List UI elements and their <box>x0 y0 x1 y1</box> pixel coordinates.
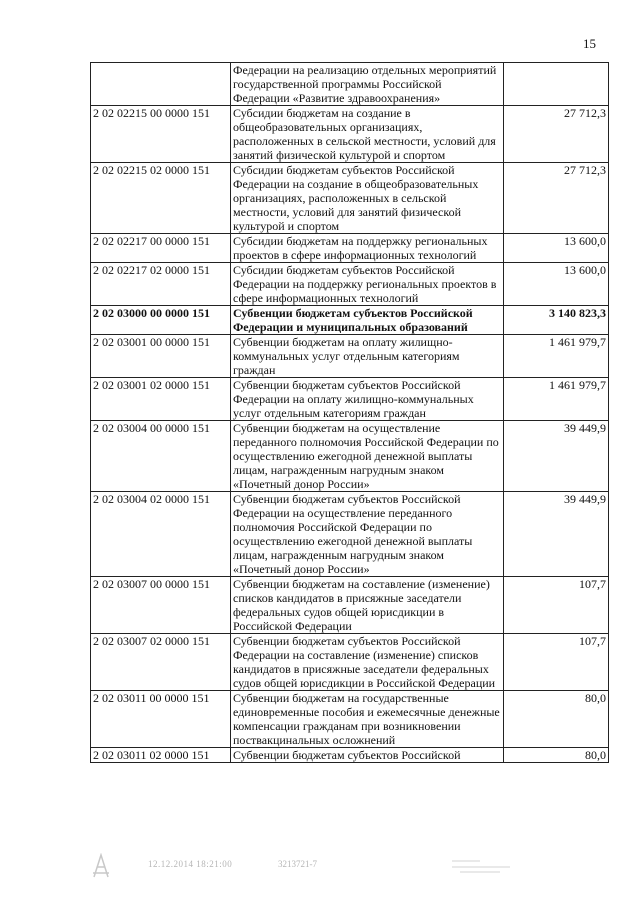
row-name: Федерации на реализацию отдельных мероприятий государственной программы Российской Федерации «Развитие здравоохранения» <box>231 63 504 106</box>
row-code: 2 02 03011 02 0000 151 <box>91 748 231 763</box>
row-code <box>91 63 231 106</box>
table-row <box>91 263 609 306</box>
table-row <box>91 748 609 763</box>
row-name: Субсидии бюджетам на поддержку региональных проектов в сфере информационных технологий <box>231 234 504 263</box>
row-name: Субвенции бюджетам субъектов Российской Федерации и муниципальных образований <box>231 306 504 335</box>
row-code: 2 02 03007 02 0000 151 <box>91 634 231 691</box>
table-row <box>91 63 609 106</box>
row-code: 2 02 03011 00 0000 151 <box>91 691 231 748</box>
footer-date: 12.12.2014 18:21:00 <box>148 859 233 869</box>
row-code: 2 02 03001 00 0000 151 <box>91 335 231 378</box>
row-name: Субвенции бюджетам на осуществление переданного полномочия Российской Федерации по осуществлению ежегодной денежной выплаты лицам, награжденным нагрудным знаком «Почетный донор России» <box>231 421 504 492</box>
row-code: 2 02 02217 02 0000 151 <box>91 263 231 306</box>
table-row <box>91 378 609 421</box>
row-sum: 107,7 <box>504 577 609 634</box>
table-row <box>91 106 609 163</box>
table-row <box>91 335 609 378</box>
table-row <box>91 306 609 335</box>
row-sum: 1 461 979,7 <box>504 378 609 421</box>
table-row <box>91 691 609 748</box>
page-footer <box>90 853 610 883</box>
table-row <box>91 163 609 234</box>
row-sum: 13 600,0 <box>504 234 609 263</box>
row-sum <box>504 63 609 106</box>
row-name: Субвенции бюджетам на составление (изменение) списков кандидатов в присяжные заседатели федеральных судов общей юрисдикции в Российской Федерации <box>231 577 504 634</box>
row-name: Субсидии бюджетам субъектов Российской Федерации на создание в общеобразовательных организациях, расположенных в сельской местности, условий для занятий физической культурой и спортом <box>231 163 504 234</box>
footer-mark <box>450 855 520 875</box>
row-sum: 1 461 979,7 <box>504 335 609 378</box>
row-name: Субвенции бюджетам на оплату жилищно-коммунальных услуг отдельным категориям граждан <box>231 335 504 378</box>
row-name: Субвенции бюджетам на государственные единовременные пособия и ежемесячные денежные компенсации гражданам при возникновении поствакцинальных осложнений <box>231 691 504 748</box>
row-sum: 13 600,0 <box>504 263 609 306</box>
row-name: Субсидии бюджетам на создание в общеобразовательных организациях, расположенных в сельской местности, условий для занятий физической культурой и спортом <box>231 106 504 163</box>
row-name: Субвенции бюджетам субъектов Российской Федерации на осуществление переданного полномочия Российской Федерации по осуществлению ежегодной денежной выплаты лицам, награжденным нагрудным знаком «Почетный донор России» <box>231 492 504 577</box>
row-sum: 27 712,3 <box>504 106 609 163</box>
table-row <box>91 577 609 634</box>
row-sum: 80,0 <box>504 748 609 763</box>
row-code: 2 02 02215 02 0000 151 <box>91 163 231 234</box>
table-row <box>91 421 609 492</box>
budget-table <box>90 62 609 763</box>
row-name: Субсидии бюджетам субъектов Российской Федерации на поддержку региональных проектов в сфере информационных технологий <box>231 263 504 306</box>
row-sum: 39 449,9 <box>504 492 609 577</box>
table-row <box>91 634 609 691</box>
table-row <box>91 234 609 263</box>
row-code: 2 02 03007 00 0000 151 <box>91 577 231 634</box>
row-code: 2 02 03004 02 0000 151 <box>91 492 231 577</box>
row-sum: 3 140 823,3 <box>504 306 609 335</box>
row-code: 2 02 03000 00 0000 151 <box>91 306 231 335</box>
row-sum: 39 449,9 <box>504 421 609 492</box>
row-code: 2 02 02217 00 0000 151 <box>91 234 231 263</box>
footer-doc-id: 3213721-7 <box>278 859 317 869</box>
row-code: 2 02 03001 02 0000 151 <box>91 378 231 421</box>
row-name: Субвенции бюджетам субъектов Российской Федерации на составление (изменение) списков кандидатов в присяжные заседатели федеральных судов общей юрисдикции в Российской Федерации <box>231 634 504 691</box>
row-sum: 107,7 <box>504 634 609 691</box>
page-number: 15 <box>583 36 596 51</box>
row-name: Субвенции бюджетам субъектов Российской <box>231 748 504 763</box>
table-row <box>91 492 609 577</box>
row-code: 2 02 03004 00 0000 151 <box>91 421 231 492</box>
row-code: 2 02 02215 00 0000 151 <box>91 106 231 163</box>
stamp-icon <box>90 853 112 879</box>
row-sum: 80,0 <box>504 691 609 748</box>
row-sum: 27 712,3 <box>504 163 609 234</box>
row-name: Субвенции бюджетам субъектов Российской Федерации на оплату жилищно-коммунальных услуг отдельным категориям граждан <box>231 378 504 421</box>
